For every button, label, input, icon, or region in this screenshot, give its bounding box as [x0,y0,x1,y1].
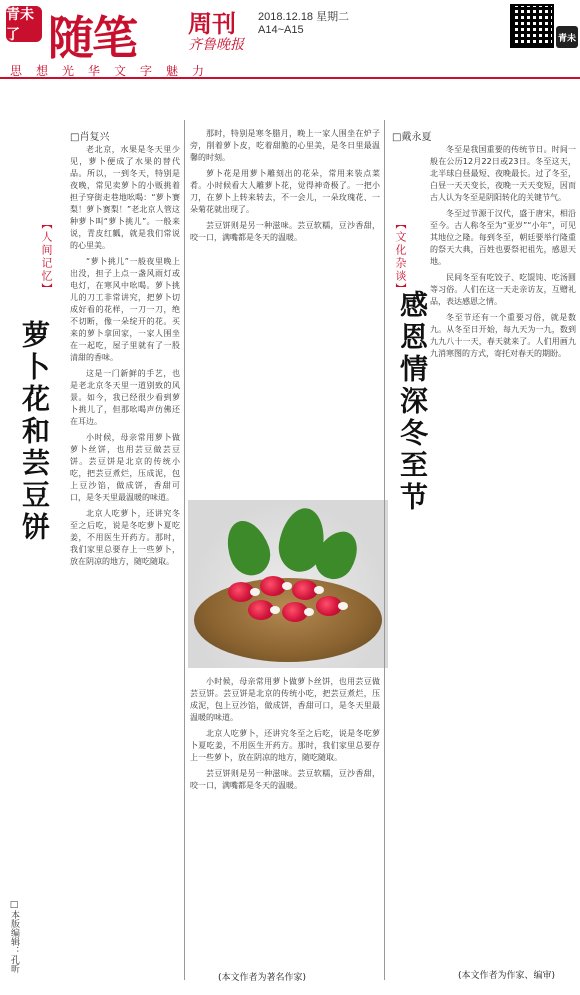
right-byline: □戴永夏 [392,132,432,143]
paragraph: 芸豆饼则是另一种滋味。芸豆软糯，豆沙香甜，咬一口，满嘴都是冬天的温暖。 [190,769,380,790]
app-badge-icon: 青未 [556,26,578,48]
right-author-note: (本文作者为作家、编审) [458,971,556,981]
paragraph: “萝卜挑儿”一般夜里晚上出没，担子上点一盏风雨灯或电灯，在寒风中吆喝。萝卜挑儿的刀工非常讲究，把萝卜切成好看的花样，一刀一刀，绝不切断，像一朵绽开的花。买来的萝卜拿回家，一家人围坐在一起吃，屋子里就有了一股清甜的香味。 [70,257,180,362]
radish-shape [292,580,318,600]
paragraph: 这是一门新鲜的手艺，也是老北京冬天里一道别致的风景。如今，我已经很少看到萝卜挑儿了，但那吆喝声仿佛还在耳边。 [70,369,180,426]
radish-shape [260,576,286,596]
middle-article-continued [190,676,380,966]
qr-code-icon [510,4,554,48]
editor-note: □本版编辑：孔昕 [9,900,19,973]
column-divider [184,120,185,980]
paragraph: 北京人吃萝卜，还讲究冬至之后吃，说是冬吃萝卜夏吃姜，不用医生开药方。那时，我们家里总要存上一些萝卜，放在阴凉的地方，随吃随取。 [190,729,380,762]
paragraph: 北京人吃萝卜，还讲究冬至之后吃，说是冬吃萝卜夏吃姜，不用医生开药方。那时，我们家里总要存上一些萝卜，放在阴凉的地方，随吃随取。 [70,509,180,566]
paragraph: 冬至是我国重要的传统节日。时间一般在公历12月22日或23日。冬至这天，北半球白昼最短、夜晚最长。过了冬至，白昼一天天变长，夜晚一天天变短，因而古人认为冬至是阴阳转化的关键节气。 [430,145,576,202]
paragraph: 那时，特别是寒冬腊月，晚上一家人围坐在炉子旁，削着萝卜皮，吃着甜脆的心里美，是冬日里最温馨的时刻。 [190,129,380,162]
right-category: 【文化杂谈】 [394,218,407,296]
supplement-section: 周刊 [188,9,236,38]
paragraph: 冬至节还有一个重要习俗，就是数九。从冬至日开始，每九天为一九，数到九九八十一天，春天就来了。人们用画九九消寒图的方式，寄托对春天的期盼。 [430,313,576,358]
left-byline: □肖复兴 [70,132,110,143]
radish-shape [282,602,308,622]
issue-date: 2018.12.18 星期二 [258,11,350,23]
newspaper-logo: 青未了 [6,6,42,42]
radish-shape [316,596,342,616]
masthead [0,0,580,65]
paper-name: 齐鲁晚报 [188,37,244,53]
right-article-title: 感恩情深冬至节 [396,290,429,514]
page-numbers: A14~A15 [258,24,304,36]
radish-photo [188,500,388,668]
header-divider [0,77,580,79]
paragraph: 小时候，母亲常用萝卜做萝卜丝饼，也用芸豆做芸豆饼。芸豆饼是北京的传统小吃，把芸豆煮烂，压成泥，包上豆沙馅，做成饼，香甜可口，是冬天里最温暖的味道。 [70,433,180,502]
paragraph: 小时候，母亲常用萝卜做萝卜丝饼，也用芸豆做芸豆饼。芸豆饼是北京的传统小吃，把芸豆煮烂，压成泥，包上豆沙馅，做成饼，香甜可口，是冬天里最温暖的味道。 [190,677,380,722]
paragraph: 老北京，水果是冬天里少见，萝卜便成了水果的替代品。所以，一到冬天，特别是夜晚，常见卖萝卜的小贩挑着担子穿街走巷地吆喝：“萝卜赛梨！萝卜赛梨！”老北京人管这种萝卜叫“萝卜挑儿”。一般来说，青皮红瓤，就是我们常说的心里美。 [70,145,180,250]
slogan-bar [0,62,580,78]
radish-shape [228,582,254,602]
left-article-body [70,144,180,944]
paragraph: 民间冬至有吃饺子、吃馄饨、吃汤圆等习俗。人们在这一天走亲访友，互赠礼品，表达感恩之情。 [430,273,576,306]
left-article-title: 萝卜花和芸豆饼 [18,320,51,544]
supplement-title: 随笔 [48,11,136,65]
leaf-shape [220,515,277,581]
paragraph: 冬至过节源于汉代，盛于唐宋，相沿至今。古人称冬至为“亚岁”“小年”，可见其地位之隆。每到冬至，朝廷要举行隆重的祭天大典，百姓也要祭祀祖先，感恩天地。 [430,209,576,266]
slogan-text: 思想光华文字魅力 [10,63,219,78]
column-divider [384,120,385,980]
right-article-body [430,144,576,964]
left-category: 【人间记忆】 [40,218,53,296]
radish-shape [248,600,274,620]
paragraph: 萝卜花是用萝卜雕刻出的花朵，常用来装点菜肴。小时候看大人雕萝卜花，觉得神奇极了。一把小刀，在萝卜上转来转去，不一会儿，一朵玫瑰花、一朵菊花就出现了。 [190,169,380,214]
paragraph: 芸豆饼则是另一种滋味。芸豆软糯，豆沙香甜，咬一口，满嘴都是冬天的温暖。 [190,221,380,242]
middle-article-body [190,128,380,488]
middle-author-note: (本文作者为著名作家) [218,973,307,983]
